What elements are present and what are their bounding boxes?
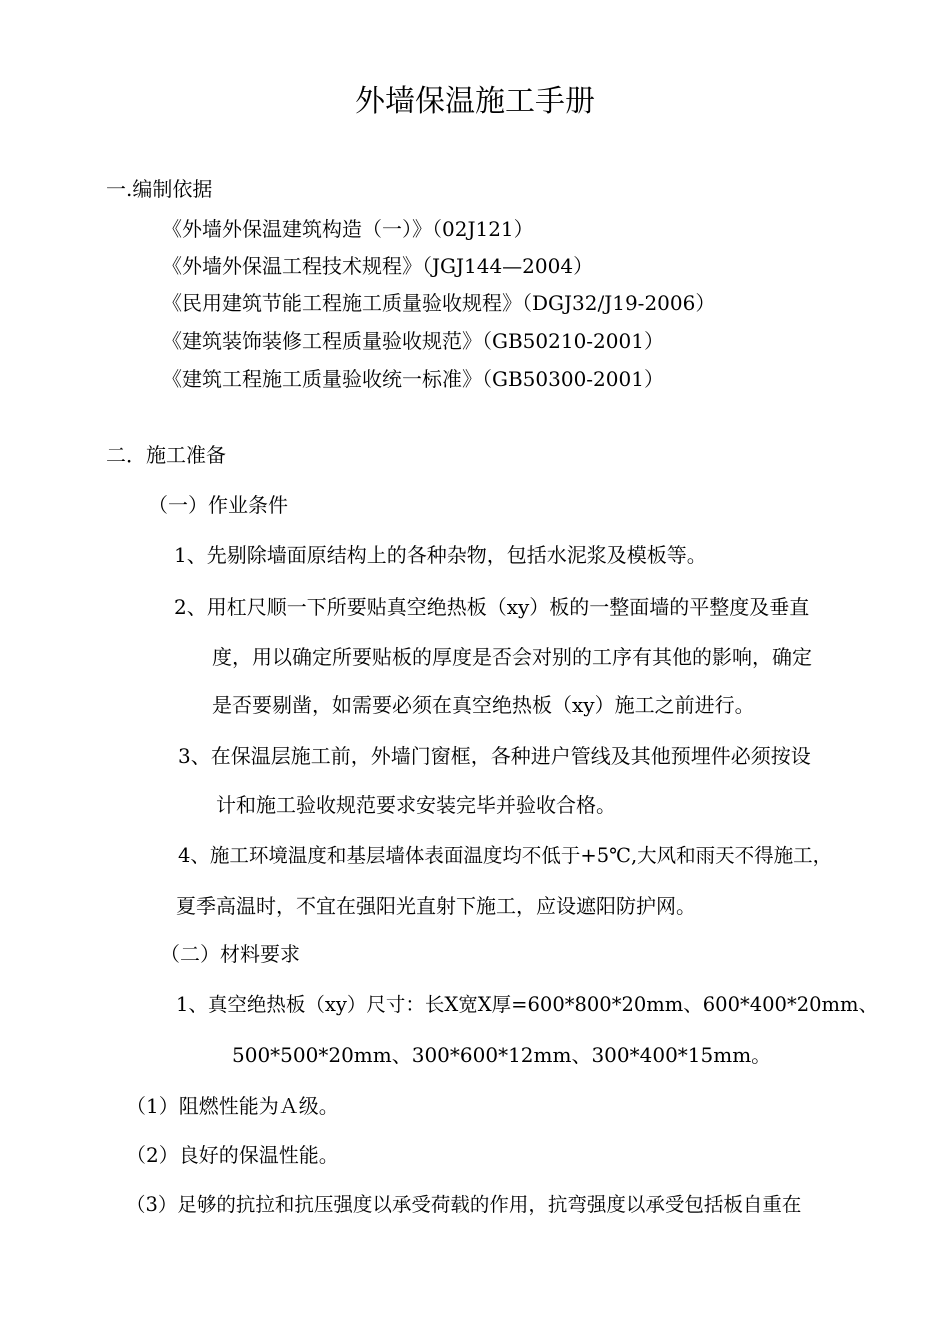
reference-item: 《建筑工程施工质量验收统一标准》（GB50300-2001） [162, 367, 664, 391]
subsection-heading-material-requirements: （二）材料要求 [160, 942, 300, 966]
work-condition-item-4-line-1: 4、施工环境温度和基层墙体表面温度均不低于+5℃,大风和雨天不得施工， [178, 844, 833, 867]
work-condition-item-3-line-2: 计和施工验收规范要求安装完毕并验收合格。 [216, 793, 616, 817]
section-1-heading: 一.编制依据 [106, 177, 213, 201]
work-condition-item-1: 1、先剔除墙面原结构上的各种杂物，包括水泥浆及模板等。 [174, 543, 707, 567]
reference-item: 《外墙外保温工程技术规程》（JGJ144—2004） [162, 254, 594, 278]
material-property-3: （3）足够的抗拉和抗压强度以承受荷载的作用，抗弯强度以承受包括板自重在 [126, 1193, 802, 1216]
material-property-1: （1）阻燃性能为Ａ级。 [126, 1094, 339, 1118]
material-item-1-line-1: 1、真空绝热板（xy）尺寸：长Ⅹ宽Ⅹ厚=600*800*20mm、600*400*20mm、 [176, 993, 878, 1016]
work-condition-item-2-line-2: 度，用以确定所要贴板的厚度是否会对别的工序有其他的影响，确定 [212, 645, 812, 669]
material-item-1-line-2: 500*500*20mm、300*600*12mm、300*400*15mm。 [232, 1043, 772, 1067]
material-property-2: （2）良好的保温性能。 [126, 1143, 339, 1167]
reference-item: 《民用建筑节能工程施工质量验收规程》（DGJ32/J19-2006） [162, 291, 716, 315]
subsection-heading-work-conditions: （一）作业条件 [148, 493, 288, 517]
reference-item: 《建筑装饰装修工程质量验收规范》（GB50210-2001） [162, 329, 664, 353]
reference-item: 《外墙外保温建筑构造（一）》（02J121） [162, 217, 534, 241]
work-condition-item-3-line-1: 3、在保温层施工前，外墙门窗框，各种进户管线及其他预埋件必须按设 [178, 744, 811, 768]
work-condition-item-4-line-2: 夏季高温时，不宜在强阳光直射下施工，应设遮阳防护网。 [176, 894, 696, 918]
work-condition-item-2-line-1: 2、用杠尺顺一下所要贴真空绝热板（xy）板的一整面墙的平整度及垂直 [174, 595, 810, 619]
document-title: 外墙保温施工手册 [355, 84, 595, 119]
section-2-heading: 二．施工准备 [106, 443, 226, 467]
work-condition-item-2-line-3: 是否要剔凿，如需要必须在真空绝热板（xy）施工之前进行。 [212, 693, 755, 717]
